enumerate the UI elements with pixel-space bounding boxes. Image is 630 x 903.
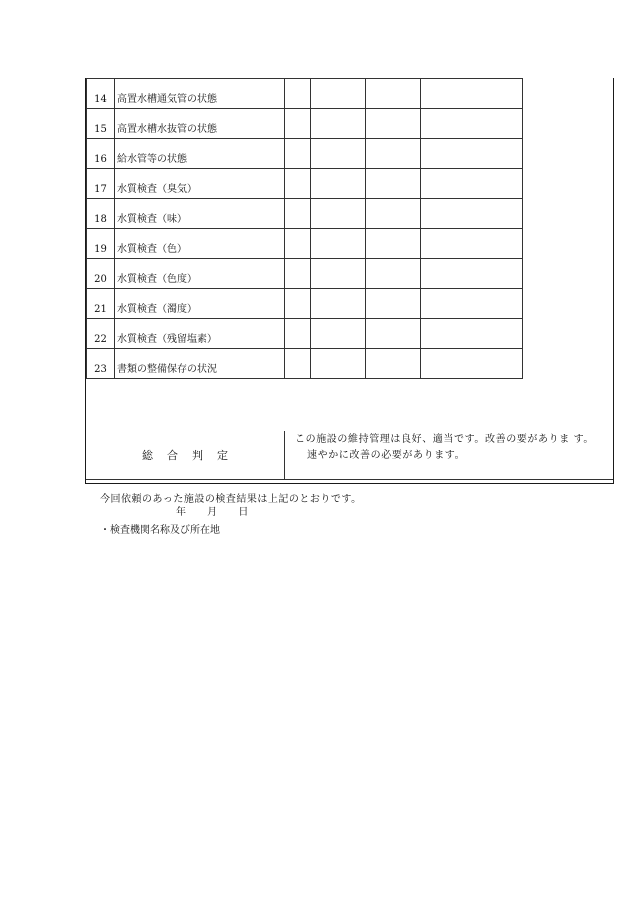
result-cell-c[interactable] [366, 79, 421, 109]
remarks-cell[interactable] [421, 319, 523, 349]
item-row [87, 79, 523, 109]
result-cell-b[interactable] [311, 349, 366, 379]
result-cell-c[interactable] [366, 109, 421, 139]
remarks-cell[interactable] [421, 259, 523, 289]
result-cell-a[interactable] [285, 319, 311, 349]
item-number: 23 [87, 349, 115, 379]
result-cell-a[interactable] [285, 229, 311, 259]
remarks-cell[interactable] [421, 199, 523, 229]
item-label: 水質検査（色度） [115, 259, 285, 289]
item-label: 水質検査（残留塩素） [115, 319, 285, 349]
item-label: 水質検査（色） [115, 229, 285, 259]
item-number: 21 [87, 289, 115, 319]
result-cell-a[interactable] [285, 259, 311, 289]
result-cell-b[interactable] [311, 259, 366, 289]
result-cell-a[interactable] [285, 289, 311, 319]
item-label: 高置水槽通気管の状態 [115, 79, 285, 109]
judgment-good-statement: この施設の維持管理は良好、適当です。改善の要がありま す。 [295, 434, 594, 445]
inspection-organization-label: ・検査機関名称及び所在地 [100, 525, 220, 536]
result-cell-b[interactable] [311, 229, 366, 259]
result-cell-a[interactable] [285, 109, 311, 139]
result-cell-a[interactable] [285, 349, 311, 379]
remarks-cell[interactable] [421, 79, 523, 109]
result-cell-b[interactable] [311, 79, 366, 109]
result-cell-b[interactable] [311, 169, 366, 199]
item-row [87, 289, 523, 319]
item-label: 水質検査（味） [115, 199, 285, 229]
result-cell-b[interactable] [311, 139, 366, 169]
result-cell-a[interactable] [285, 199, 311, 229]
remarks-cell[interactable] [421, 289, 523, 319]
result-cell-c[interactable] [366, 229, 421, 259]
remarks-cell[interactable] [421, 109, 523, 139]
item-row [87, 139, 523, 169]
overall-judgment-text [287, 434, 611, 462]
inspection-form [85, 78, 614, 536]
result-cell-b[interactable] [311, 109, 366, 139]
item-number: 18 [87, 199, 115, 229]
item-label: 水質検査（臭気） [115, 169, 285, 199]
result-cell-a[interactable] [285, 79, 311, 109]
result-cell-c[interactable] [366, 139, 421, 169]
result-cell-b[interactable] [311, 289, 366, 319]
item-number: 14 [87, 79, 115, 109]
result-cell-a[interactable] [285, 169, 311, 199]
result-cell-a[interactable] [285, 139, 311, 169]
item-number: 15 [87, 109, 115, 139]
result-cell-c[interactable] [366, 319, 421, 349]
item-row [87, 319, 523, 349]
item-row [87, 169, 523, 199]
item-label: 高置水槽水抜管の状態 [115, 109, 285, 139]
result-cell-b[interactable] [311, 319, 366, 349]
result-cell-c[interactable] [366, 259, 421, 289]
item-number: 20 [87, 259, 115, 289]
item-row [87, 229, 523, 259]
item-label: 書類の整備保存の状況 [115, 349, 285, 379]
judgment-urgent-statement: 速やかに改善の必要があります。 [307, 450, 466, 461]
result-statement: 今回依頼のあった施設の検査結果は上記のとおりです。 [100, 494, 362, 505]
item-number: 16 [87, 139, 115, 169]
item-row [87, 199, 523, 229]
remarks-cell[interactable] [421, 229, 523, 259]
remarks-cell[interactable] [421, 349, 523, 379]
result-cell-c[interactable] [366, 169, 421, 199]
overall-judgment-label: 総合判定 [86, 431, 285, 479]
result-cell-c[interactable] [366, 289, 421, 319]
result-footer [86, 480, 613, 560]
result-cell-b[interactable] [311, 199, 366, 229]
item-label: 給水管等の状態 [115, 139, 285, 169]
overall-judgment-row [86, 431, 613, 480]
remarks-cell[interactable] [421, 169, 523, 199]
item-row [87, 349, 523, 379]
item-number: 22 [87, 319, 115, 349]
item-row [87, 259, 523, 289]
result-cell-c[interactable] [366, 349, 421, 379]
remarks-cell[interactable] [421, 139, 523, 169]
item-row [87, 109, 523, 139]
inspection-items-table [86, 78, 523, 379]
result-cell-c[interactable] [366, 199, 421, 229]
date-line: 年 月 日 [176, 507, 249, 518]
item-number: 17 [87, 169, 115, 199]
item-label: 水質検査（濁度） [115, 289, 285, 319]
item-number: 19 [87, 229, 115, 259]
